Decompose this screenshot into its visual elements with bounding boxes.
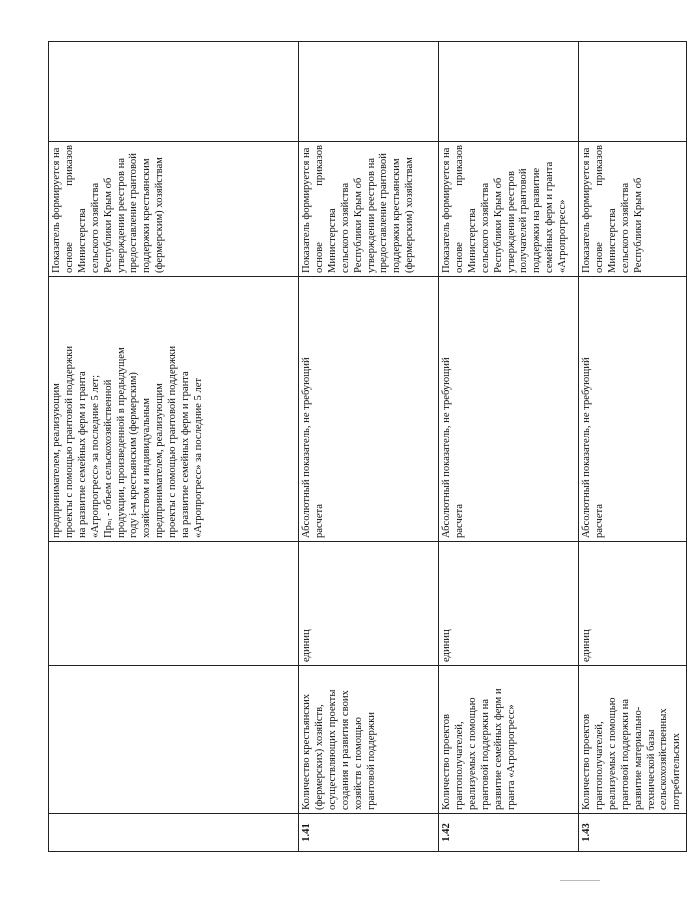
source-line: сельского хозяйства [339, 182, 351, 273]
table-row [439, 42, 579, 852]
formula-line: на развитие семейных ферм и гранта [76, 371, 88, 538]
unit-cell: единиц [299, 542, 439, 666]
scan-edge-mark [560, 880, 600, 881]
formula-cell [439, 277, 579, 542]
source-line: Республики Крым об [102, 177, 114, 273]
formula-line: Абсолютный показатель, не требующий [581, 357, 592, 538]
row-number: 1.41 [299, 814, 439, 852]
indicator-name: Количество крестьянских (фермерских) хозяйств, осуществляющих проекты создания и развития своих хозяйств с помощью грантовой поддержки [299, 666, 439, 814]
source-cell [439, 142, 579, 277]
formula-line: предпринимателем, реализующим [154, 383, 166, 538]
empty-cell [579, 42, 687, 142]
formula-line: Прₙᵢ - объем сельскохозяйственной [102, 379, 114, 538]
rotated-table-container [48, 42, 683, 852]
source-line: основе приказов Министерства [453, 145, 478, 273]
source-line: основе приказов Министерства [63, 145, 88, 273]
source-line: Показатель формируется на [51, 147, 62, 273]
source-line: сельского хозяйства [479, 182, 491, 273]
formula-line: расчета [313, 504, 325, 538]
source-line: поддержки крестьянским [391, 158, 403, 273]
row-number: 1.42 [439, 814, 579, 852]
source-line: утверждении реестров на [115, 158, 127, 273]
source-line: утверждении реестров на [365, 158, 377, 273]
table-row [299, 42, 439, 852]
source-cell [49, 142, 299, 277]
source-line: Показатель формируется на [441, 147, 452, 273]
formula-line: «Агропрогресс» за последние 5 лет; [89, 374, 101, 538]
source-line: Республики Крым об [352, 177, 364, 273]
formula-line: «Агропрогресс» за последние 5 лет [192, 377, 204, 538]
table-row [49, 42, 299, 852]
unit-cell: единиц [439, 542, 579, 666]
source-line: основе приказов Министерства [593, 145, 618, 273]
indicator-name [49, 666, 299, 814]
formula-line: году i-м крестьянским (фермерским) [128, 372, 140, 538]
row-number [49, 814, 299, 852]
source-line: сельского хозяйства [89, 182, 101, 273]
indicator-table [48, 41, 687, 852]
indicator-name: Количество проектов грантополучателей, реализуемых с помощью грантовой поддержки на развитие семейных ферм и гранта «Агропрогресс» [439, 666, 579, 814]
formula-cell [299, 277, 439, 542]
formula-line: Абсолютный показатель, не требующий [301, 357, 312, 538]
source-line: Показатель формируется на [581, 147, 592, 273]
unit-cell [49, 542, 299, 666]
formula-line: расчета [593, 504, 605, 538]
source-line: получателей грантовой [518, 168, 530, 273]
row-number: 1.43 [579, 814, 687, 852]
source-line: предоставление грантовой [378, 153, 390, 273]
empty-cell [439, 42, 579, 142]
source-line: «Агропрогресс» [557, 199, 569, 273]
source-cell [299, 142, 439, 277]
unit-cell: единиц [579, 542, 687, 666]
source-line: Республики Крым об [632, 177, 644, 273]
formula-line: расчета [453, 504, 465, 538]
formula-line: предпринимателем, реализующим [51, 383, 62, 538]
source-line: семейных ферм и гранта [544, 161, 556, 273]
source-line: сельского хозяйства [619, 182, 631, 273]
source-line: основе приказов Министерства [313, 145, 338, 273]
formula-line: на развитие семейных ферм и гранта [180, 371, 192, 538]
empty-cell [299, 42, 439, 142]
table-row [579, 42, 687, 852]
source-line: (фермерским) хозяйствам [154, 157, 166, 273]
source-line: Республики Крым об [492, 177, 504, 273]
empty-cell [49, 42, 299, 142]
formula-line: продукции, произведенной в предыдущем [115, 347, 127, 538]
formula-line: хозяйством и индивидуальным [141, 398, 153, 538]
source-line: Показатель формируется на [301, 147, 312, 273]
formula-cell [579, 277, 687, 542]
source-line: предоставление грантовой [128, 153, 140, 273]
indicator-name: Количество проектов грантополучателей, реализуемых с помощью грантовой поддержки на развитие материально-технической базы сельскохозяйственных потребительских [579, 666, 687, 814]
source-line: (фермерским) хозяйствам [404, 157, 416, 273]
formula-line: проекты с помощью грантовой поддержки [167, 345, 179, 538]
source-cell [579, 142, 687, 277]
source-line: утверждении реестров [505, 171, 517, 273]
formula-line: Абсолютный показатель, не требующий [441, 357, 452, 538]
formula-line: проекты с помощью грантовой поддержки [63, 345, 75, 538]
formula-cell [49, 277, 299, 542]
source-line: поддержки крестьянским [141, 158, 153, 273]
source-line: поддержки на развитие [531, 167, 543, 273]
